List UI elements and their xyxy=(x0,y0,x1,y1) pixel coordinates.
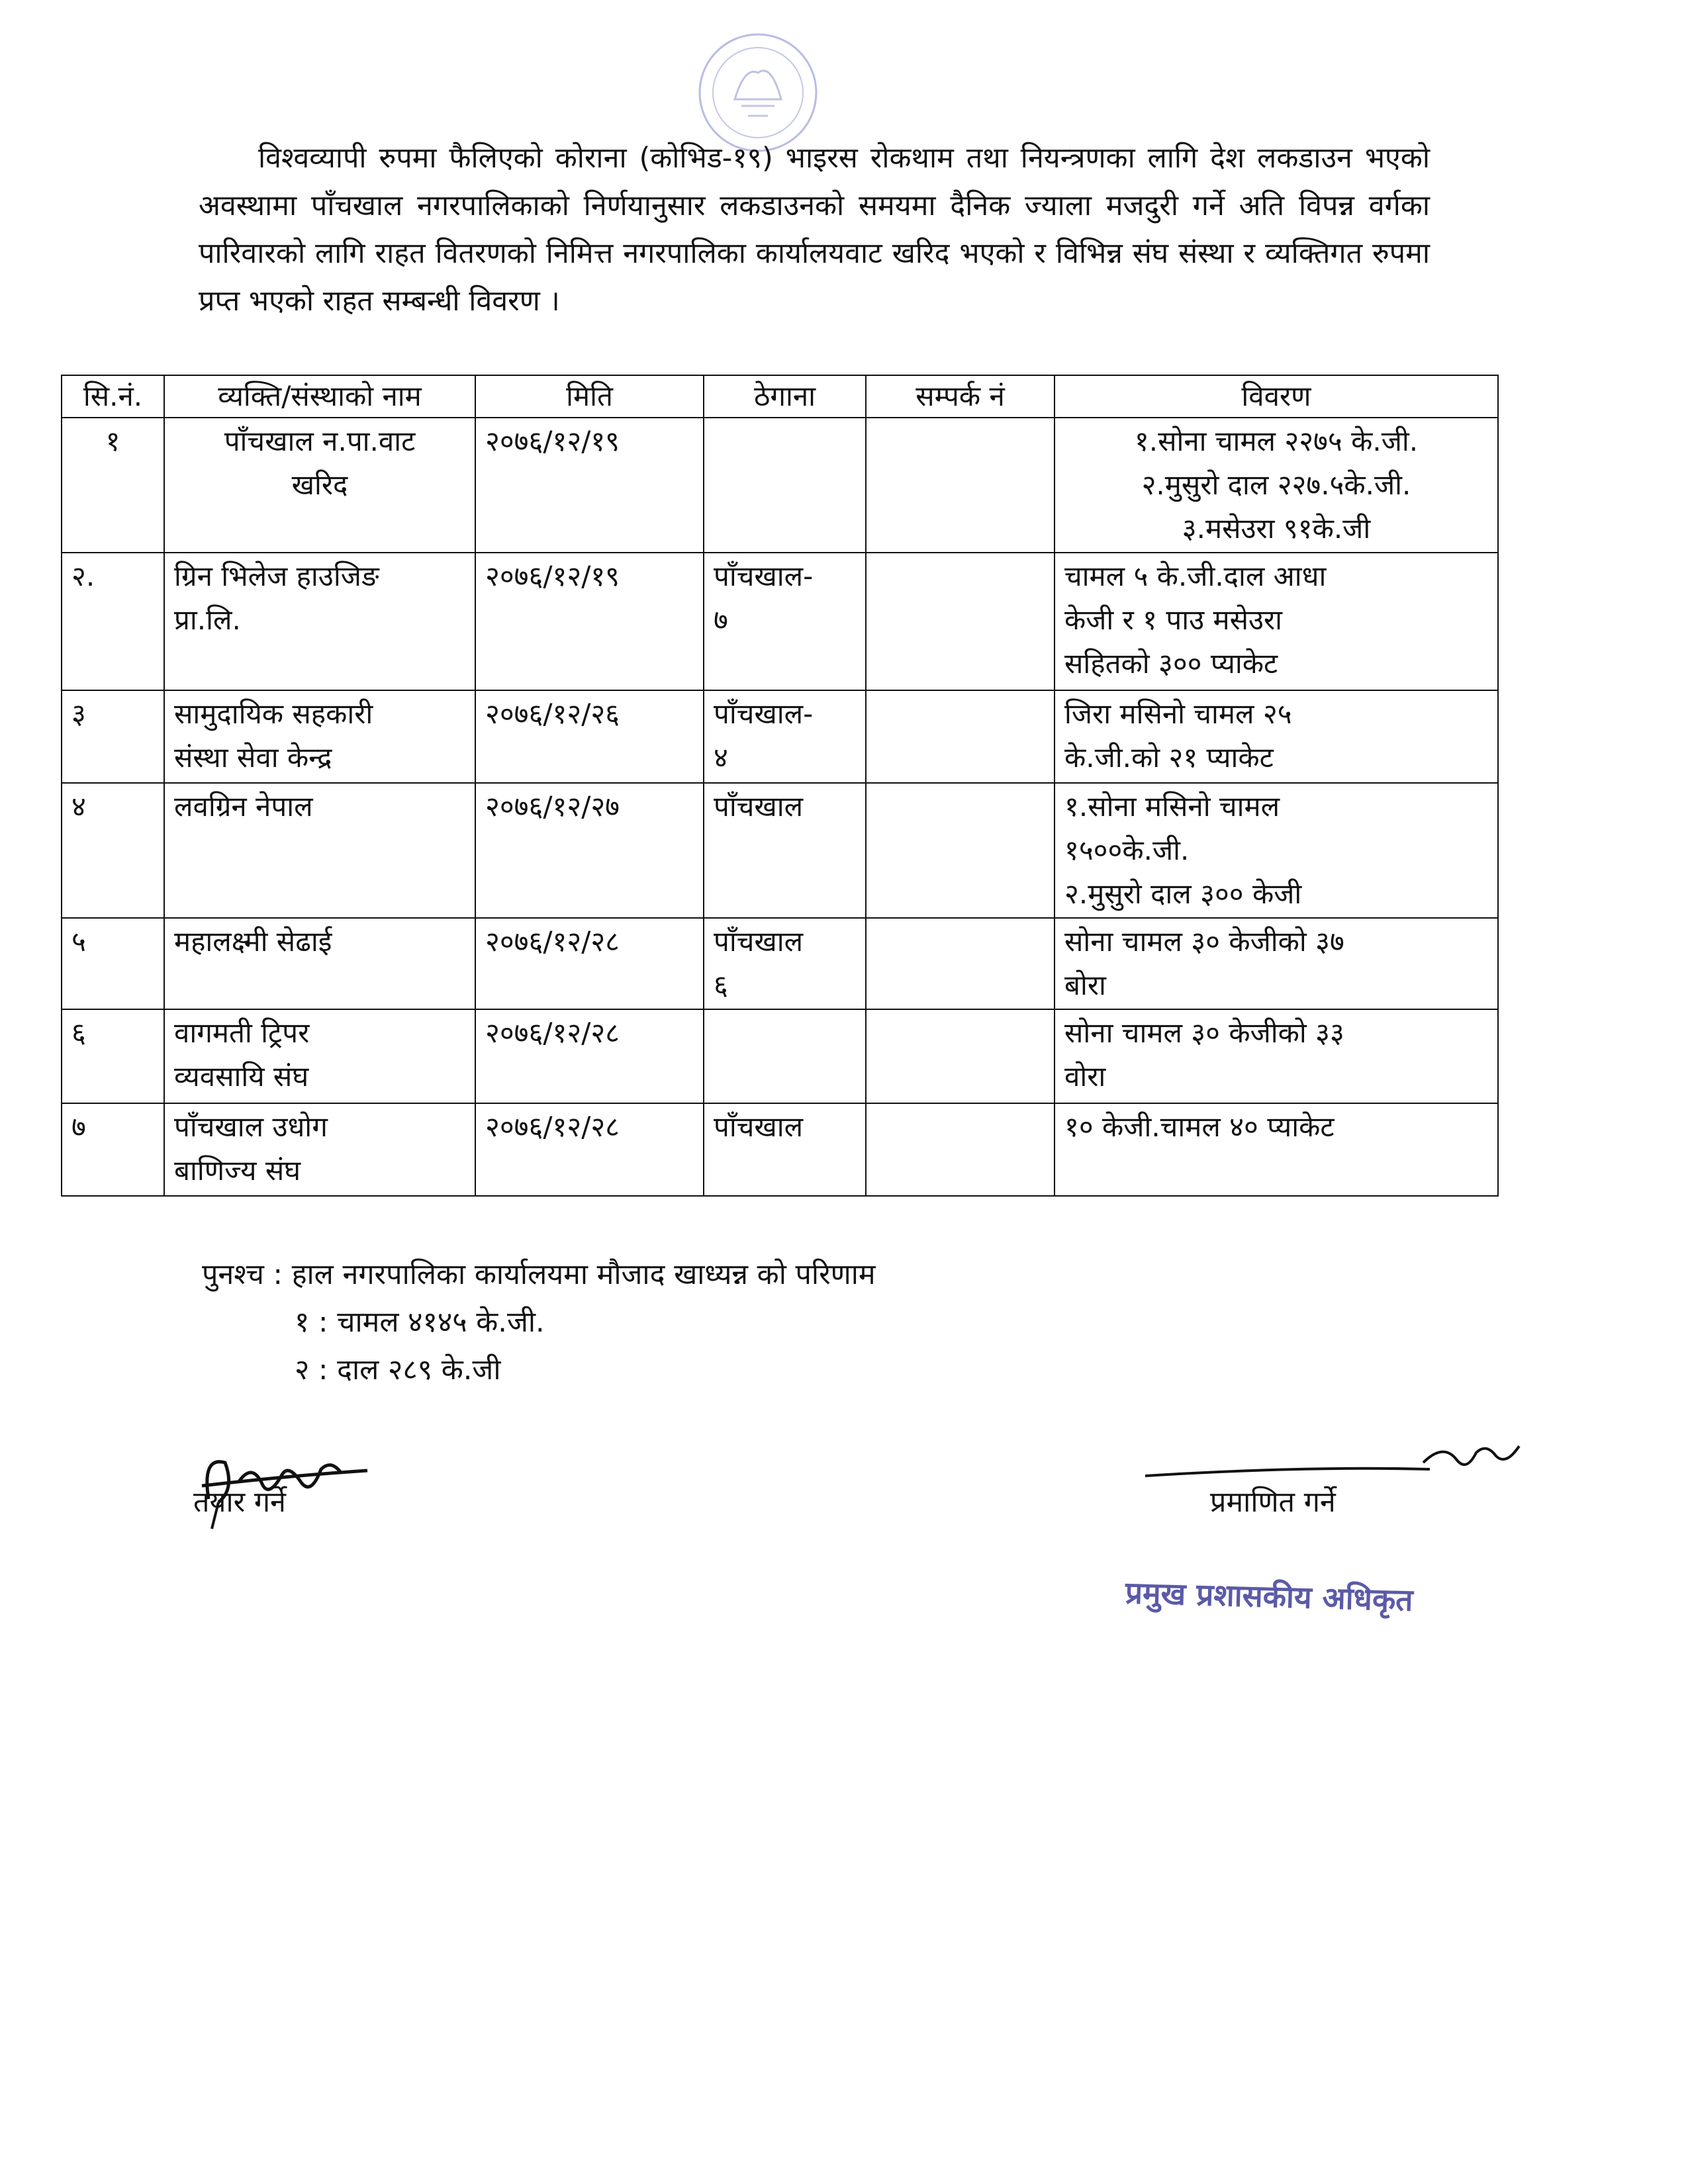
cell-contact xyxy=(866,418,1055,553)
cell-contact xyxy=(866,918,1055,1009)
cell-date: २०७६/१२/२६ xyxy=(475,690,704,783)
intro-paragraph: विश्वव्यापी रुपमा फैलिएको कोराना (कोभिड-१९) भाइरस रोकथाम तथा नियन्त्रणका लागि देश लकडाउन भएको अवस्थामा पाँचखाल नगरपालिकाको निर्णयानुसार लकडाउनको समयमा दैनिक ज्याला मजदुरी गर्ने अति विपन्न वर्गका पारिवारको लागि राहत वितरणको निमित्त नगरपालिका कार्यालयवाट खरिद भएको र विभिन्न संघ संस्था र व्यक्तिगत रुपमा प्रप्त भएको राहत सम्बन्धी विवरण । xyxy=(199,142,1430,318)
cell-sn: १ xyxy=(62,418,164,553)
cell-details: १.सोना मसिनो चामल १५००के.जी. २.मुसुरो दाल ३०० केजी xyxy=(1055,783,1498,918)
table-row xyxy=(62,418,1498,553)
cell-contact xyxy=(866,690,1055,783)
relief-table xyxy=(61,375,1499,1197)
cell-address: पाँचखाल ६ xyxy=(704,918,866,1009)
cell-name: सामुदायिक सहकारी संस्था सेवा केन्द्र xyxy=(164,690,475,783)
cell-name: वागमती ट्रिपर व्यवसायि संघ xyxy=(164,1009,475,1103)
col-header-date: मिति xyxy=(475,375,704,418)
cell-details: जिरा मसिनो चामल २५ के.जी.को २१ प्याकेट xyxy=(1055,690,1498,783)
cell-name: लवग्रिन नेपाल xyxy=(164,783,475,918)
cell-sn: २. xyxy=(62,553,164,690)
cell-contact xyxy=(866,1103,1055,1196)
col-header-sn: सि.नं. xyxy=(62,375,164,418)
cell-sn: ७ xyxy=(62,1103,164,1196)
cell-name: पाँचखाल उधोग बाणिज्य संघ xyxy=(164,1103,475,1196)
cell-details: १० केजी.चामल ४० प्याकेट xyxy=(1055,1103,1498,1196)
cell-address: पाँचखाल xyxy=(704,1103,866,1196)
cell-sn: ५ xyxy=(62,918,164,1009)
official-stamp: प्रमुख प्रशासकीय अधिकृत xyxy=(1125,1574,1414,1618)
cell-date: २०७६/१२/२८ xyxy=(475,1103,704,1196)
cell-name: पाँचखाल न.पा.वाट खरिद xyxy=(164,418,475,553)
cell-sn: ४ xyxy=(62,783,164,918)
cell-details: सोना चामल ३० केजीको ३३ वोरा xyxy=(1055,1009,1498,1103)
postscript-item-lentil: २ : दाल २८९ के.जी xyxy=(295,1353,501,1387)
cell-address xyxy=(704,1009,866,1103)
table-header-row xyxy=(62,375,1498,418)
cell-name: महालक्ष्मी सेढाई xyxy=(164,918,475,1009)
prepared-by-label: तयार गर्ने xyxy=(193,1486,286,1519)
cell-sn: ३ xyxy=(62,690,164,783)
postscript-heading: पुनश्च : हाल नगरपालिका कार्यालयमा मौजाद खाध्यन्न को परिणाम xyxy=(202,1258,876,1291)
cell-date: २०७६/१२/२८ xyxy=(475,1009,704,1103)
postscript xyxy=(202,1251,876,1394)
table-row xyxy=(62,918,1498,1009)
table-row xyxy=(62,783,1498,918)
cell-contact xyxy=(866,553,1055,690)
cell-details: १.सोना चामल २२७५ के.जी. २.मुसुरो दाल २२७.५के.जी. ३.मसेउरा ९१के.जी xyxy=(1055,418,1498,553)
postscript-item-rice: १ : चामल ४१४५ के.जी. xyxy=(295,1306,545,1339)
table-row xyxy=(62,553,1498,690)
cell-name: ग्रिन भिलेज हाउजिङ प्रा.लि. xyxy=(164,553,475,690)
certified-by-label: प्रमाणित गर्ने xyxy=(1210,1486,1336,1519)
cell-contact xyxy=(866,783,1055,918)
cell-date: २०७६/१२/१९ xyxy=(475,418,704,553)
cell-details: सोना चामल ३० केजीको ३७ बोरा xyxy=(1055,918,1498,1009)
cell-address: पाँचखाल- ७ xyxy=(704,553,866,690)
cell-date: २०७६/१२/२७ xyxy=(475,783,704,918)
cell-contact xyxy=(866,1009,1055,1103)
cell-address: पाँचखाल- ४ xyxy=(704,690,866,783)
col-header-details: विवरण xyxy=(1055,375,1498,418)
table-row xyxy=(62,1103,1498,1196)
cell-address xyxy=(704,418,866,553)
col-header-name: व्यक्ति/संस्थाको नाम xyxy=(164,375,475,418)
cell-sn: ६ xyxy=(62,1009,164,1103)
col-header-contact: सम्पर्क नं xyxy=(866,375,1055,418)
cell-address: पाँचखाल xyxy=(704,783,866,918)
col-header-address: ठेगाना xyxy=(704,375,866,418)
cell-date: २०७६/१२/१९ xyxy=(475,553,704,690)
table-row xyxy=(62,1009,1498,1103)
certified-by-signature xyxy=(1139,1426,1549,1486)
table-row xyxy=(62,690,1498,783)
cell-date: २०७६/१२/२८ xyxy=(475,918,704,1009)
cell-details: चामल ५ के.जी.दाल आधा केजी र १ पाउ मसेउरा सहितको ३०० प्याकेट xyxy=(1055,553,1498,690)
